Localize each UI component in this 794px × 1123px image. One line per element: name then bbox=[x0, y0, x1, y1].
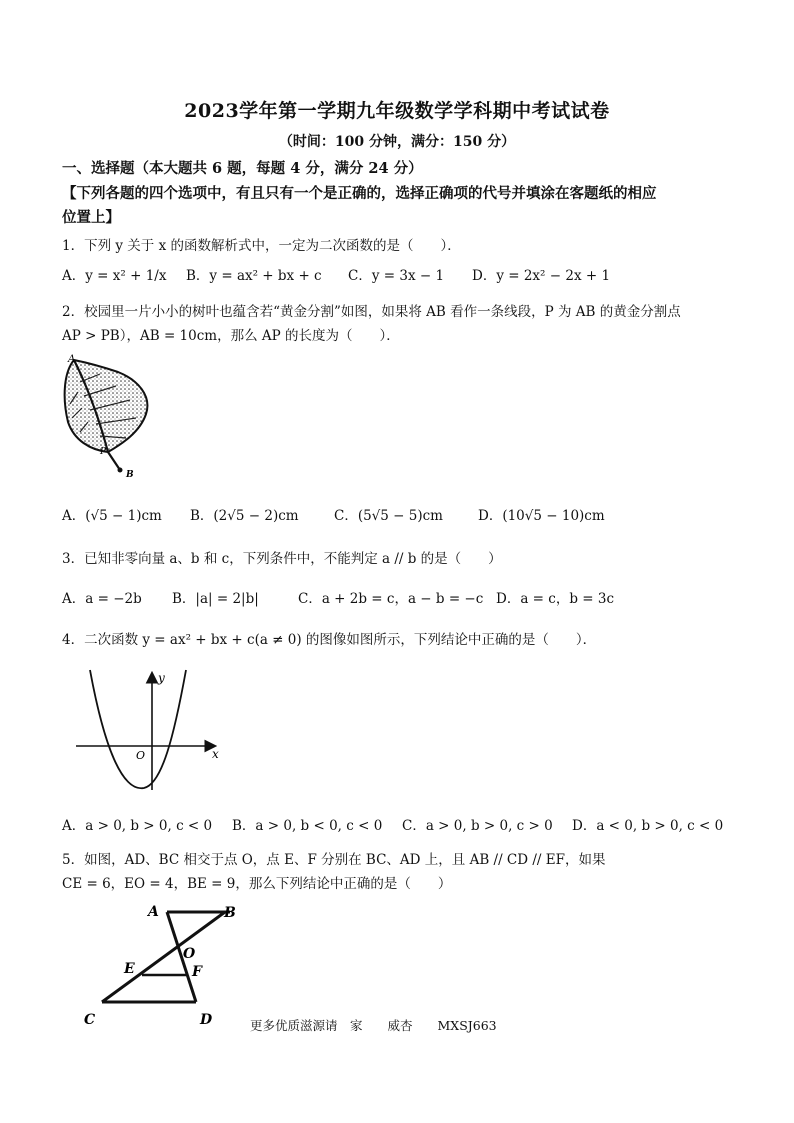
question-2-stem-line2: AP > PB），AB = 10cm，那么 AP 的长度为（ ）． bbox=[62, 328, 400, 344]
exam-title: 2023学年第一学期九年级数学学科期中考试试卷 bbox=[184, 100, 610, 122]
q4-option-a: A．a > 0, b > 0, c < 0 bbox=[62, 818, 213, 834]
q4-option-d: D．a < 0, b > 0, c < 0 bbox=[572, 818, 724, 834]
question-1-stem: 1．下列 y 关于 x 的函数解析式中，一定为二次函数的是（ ）． bbox=[62, 238, 461, 254]
question-3-stem: 3．已知非零向量 a、b 和 c，下列条件中，不能判定 a // b 的是（ ） bbox=[62, 551, 502, 567]
leaf-label-a: A bbox=[68, 354, 76, 365]
instruction-line-2: 位置上】 bbox=[62, 209, 120, 226]
q2-option-b: B．(2√5 − 2)cm bbox=[190, 508, 299, 524]
leaf-label-b: B bbox=[126, 470, 134, 480]
label-c: C bbox=[84, 1012, 96, 1028]
footer-watermark: 更多优质滋源请 家 威杏 MXSJ663 bbox=[250, 1018, 497, 1033]
question-5-stem-line2: CE = 6，EO = 4，BE = 9，那么下列结论中正确的是（ ） bbox=[62, 876, 452, 892]
q2-option-c: C．(5√5 − 5)cm bbox=[334, 508, 443, 524]
label-b: B bbox=[224, 905, 236, 921]
q3-option-c: C．a + 2b = c，a − b = −c bbox=[298, 591, 484, 607]
label-a: A bbox=[148, 904, 159, 920]
question-4-stem: 4．二次函数 y = ax² + bx + c(a ≠ 0) 的图像如图所示，下列结论中正确的是（ ）． bbox=[62, 632, 597, 648]
leaf-label-p: P bbox=[100, 447, 107, 457]
instruction-line-1: 【下列各题的四个选项中，有且只有一个是正确的，选择正确项的代号并填涂在客题纸的相应 bbox=[62, 185, 657, 202]
q4-option-b: B．a > 0, b < 0, c < 0 bbox=[232, 818, 383, 834]
q4-option-c: C．a > 0, b > 0, c > 0 bbox=[402, 818, 553, 834]
label-e: E bbox=[124, 961, 135, 977]
exam-subtitle: （时间：100 分钟，满分：150 分） bbox=[278, 134, 516, 150]
axis-label-x: x bbox=[212, 747, 219, 761]
q1-option-c: C．y = 3x − 1 bbox=[348, 268, 445, 284]
axis-label-y: y bbox=[158, 671, 165, 685]
origin-label: O bbox=[136, 749, 146, 762]
question-2-stem-line1: 2．校园里一片小小的树叶也蕴含若“黄金分割”如图，如果将 AB 看作一条线段，P 为 AB 的黄金分割点 bbox=[62, 304, 681, 320]
label-o: O bbox=[183, 946, 196, 962]
q3-option-a: A．a = −2b bbox=[62, 591, 142, 607]
label-f: F bbox=[192, 964, 202, 980]
q2-option-d: D．(10√5 − 10)cm bbox=[478, 508, 605, 524]
q2-option-a: A．(√5 − 1)cm bbox=[62, 508, 162, 524]
parabola-figure bbox=[74, 666, 230, 796]
leaf-figure bbox=[60, 352, 160, 480]
section-heading: 一、选择题（本大题共 6 题，每题 4 分，满分 24 分） bbox=[62, 160, 423, 177]
question-5-stem-line1: 5．如图，AD、BC 相交于点 O，点 E、F 分别在 BC、AD 上，且 AB // CD // EF，如果 bbox=[62, 852, 606, 868]
q3-option-d: D．a = c，b = 3c bbox=[496, 591, 615, 607]
triangles-figure bbox=[80, 898, 236, 1032]
label-d: D bbox=[200, 1012, 213, 1028]
q3-option-b: B．|a| = 2|b| bbox=[172, 591, 259, 607]
q1-option-a: A．y = x² + 1/x bbox=[62, 268, 167, 284]
q1-option-b: B．y = ax² + bx + c bbox=[186, 268, 322, 284]
q1-option-d: D．y = 2x² − 2x + 1 bbox=[472, 268, 611, 284]
